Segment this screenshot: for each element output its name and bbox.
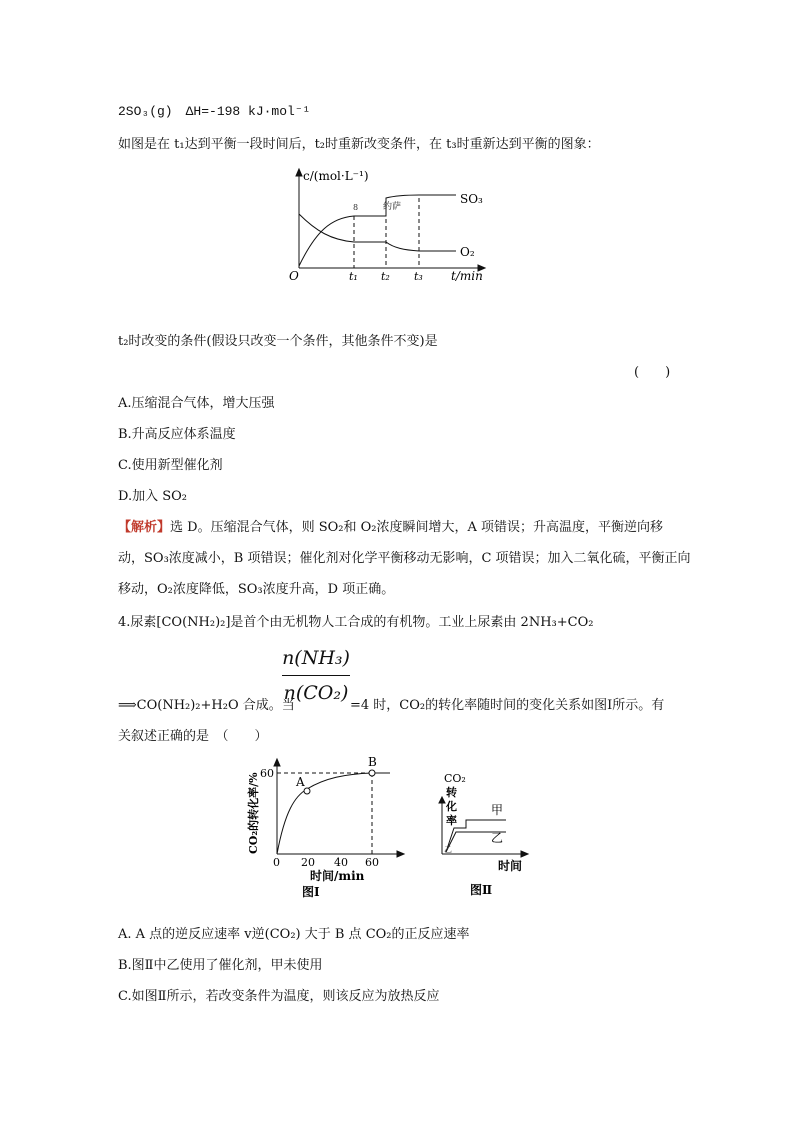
smudge-mark-a: 8 xyxy=(353,203,359,212)
reaction-equation: 2SO₃(g) ΔH=-198 kJ·mol⁻¹ xyxy=(118,104,311,119)
y-axis-arrow xyxy=(296,169,302,176)
graph-origin: O xyxy=(289,269,299,283)
series-so3-label: SO₃ xyxy=(460,192,483,206)
smudge-mark-b: 约萨 xyxy=(383,202,402,212)
analysis-line-1: 【解析】选 D。压缩混合气体，则 SO₂和 O₂浓度瞬间增大，A 项错误；升高温度，平衡逆向移 xyxy=(118,520,664,535)
option-c: C.使用新型催化剂 xyxy=(118,458,223,473)
q4-option-b: B.图Ⅱ中乙使用了催化剂，甲未使用 xyxy=(118,958,323,973)
fig2-y-label-3: 化 xyxy=(446,800,457,813)
q4-option-a: A. A 点的逆反应速率 v逆(CO₂) 大于 B 点 CO₂的正反应速率 xyxy=(118,927,470,942)
question-3-intro: 如图是在 t₁达到平衡一段时间后，t₂时重新改变条件，在 t₃时重新达到平衡的图象： xyxy=(118,137,600,152)
fig1-y-label: CO₂的转化率/% xyxy=(247,772,260,854)
graph-x-label: t/min xyxy=(451,269,483,283)
q4-option-c: C.如图Ⅱ所示，若改变条件为温度，则该反应为放热反应 xyxy=(118,989,440,1004)
question-4-line-2-post: =4 时，CO₂的转化率随时间的变化关系如图Ⅰ所示。有 xyxy=(350,698,665,713)
fig1-y-tick-60: 60 xyxy=(260,767,274,780)
graph-y-label: c/(mol·L⁻¹) xyxy=(303,169,369,183)
concentration-time-graph xyxy=(286,166,496,288)
fig2-series-yi-label: 乙 xyxy=(491,831,504,845)
fraction-numerator: n(NH₃) xyxy=(282,647,350,669)
question-4-line-2-pre: ⟹CO(NH₂)₂+H₂O 合成。当 xyxy=(118,698,295,713)
fig2-y-label-4: 率 xyxy=(446,814,457,827)
option-d: D.加入 SO₂ xyxy=(118,489,187,504)
option-b: B.升高反应体系温度 xyxy=(118,427,236,442)
question-4-line-1: 4.尿素[CO(NH₂)₂]是首个由无机物人工合成的有机物。工业上尿素由 2NH₃+CO₂ xyxy=(118,615,594,630)
fig1-x-tick-40: 40 xyxy=(334,856,348,869)
point-b-marker xyxy=(369,770,375,776)
fig2-smudge: 乙 xyxy=(444,845,452,854)
fig1-x-tick-0: 0 xyxy=(273,856,280,869)
question-3-prompt: t₂时改变的条件(假设只改变一个条件，其他条件不变)是 xyxy=(118,334,438,349)
tick-t2: t₂ xyxy=(381,270,390,283)
analysis-tag: 【解析】 xyxy=(118,520,171,535)
fig1-curve xyxy=(277,773,390,854)
fig2-series-jia-label: 甲 xyxy=(491,803,504,817)
tick-t1: t₁ xyxy=(349,270,358,283)
series-o2-label: O₂ xyxy=(460,245,475,259)
fig1-caption: 图Ⅰ xyxy=(302,885,320,899)
point-b-label: B xyxy=(368,756,377,769)
fig1-x-tick-60: 60 xyxy=(365,856,379,869)
so3-curve xyxy=(299,195,456,266)
figure-1-conversion-graph xyxy=(240,756,410,902)
analysis-line-3: 移动，O₂浓度降低，SO₃浓度升高，D 项正确。 xyxy=(118,582,395,597)
fig2-caption: 图Ⅱ xyxy=(470,883,493,897)
point-a-label: A xyxy=(296,775,305,789)
o2-curve xyxy=(299,214,456,251)
point-a-marker xyxy=(304,788,310,794)
tick-t3: t₃ xyxy=(414,270,423,283)
fig2-y-label-2: 转 xyxy=(446,786,457,799)
question-4-line-3: 关叙述正确的是 （ ） xyxy=(118,729,268,744)
answer-blank: ( ) xyxy=(634,365,671,380)
fig1-x-tick-20: 20 xyxy=(301,856,315,869)
fraction-denominator: n(CO₂) xyxy=(283,682,349,704)
fig2-y-label-1: CO₂ xyxy=(444,772,466,785)
fig1-x-label: 时间/min xyxy=(310,869,365,883)
analysis-line-2: 动，SO₃浓度减小，B 项错误；催化剂对化学平衡移动无影响，C 项错误；加入二氧化硫，平衡正向 xyxy=(118,551,691,566)
figure-2-conversion-graph xyxy=(436,770,536,902)
fig2-x-label: 时间 xyxy=(498,859,523,873)
option-a: A.压缩混合气体，增大压强 xyxy=(118,396,275,411)
